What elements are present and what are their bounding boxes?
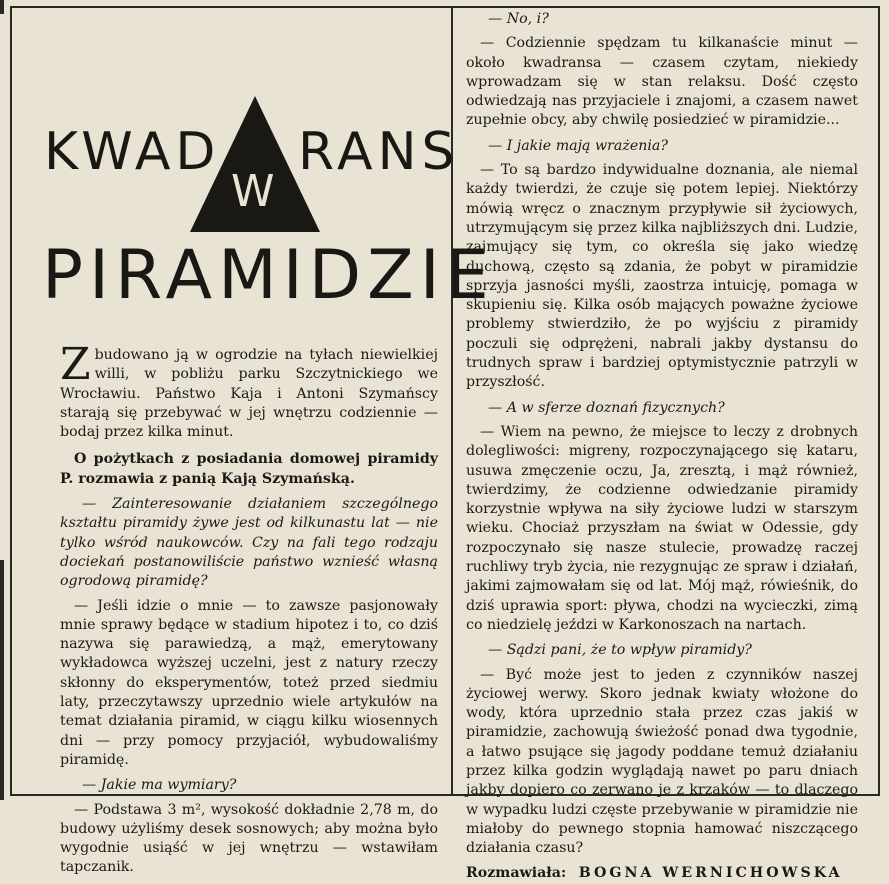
question-5: — A w sferze doznań fizycznych? [488, 399, 725, 416]
intro-paragraph: O pożytkach z posiadania domowej piramidy P. rozmawia z panią Kają Szymańską. [60, 451, 438, 487]
answer-2: — Podstawa 3 m², wysokość dokładnie 2,78 m, do budowy użyliśmy desek sosnowych; aby można było wygodnie usiąść w jej wnętrzu — wstawiłam tapczanik. [60, 801, 438, 876]
answer-6: — Być może jest to jeden z czynników naszej życiowej werwy. Skoro jednak kwiaty włożone do wody, która uprzednio stała przez czas jakiś w piramidzie, zachowują świeżość ponad dwa tygodnie, a łatwo psujące się jagody poddane temuż działaniu przez kilka godzin wyglądają nawet po paru dniach jakby dopiero co zerwano je z krzaków — to dlaczego w wypadku ludzi częste przebywanie w piramidzie nie miałoby do pewnego stopnia hamować niszczącego działania czasu? [466, 666, 858, 857]
left-column [60, 339, 438, 878]
question-2: — Jakie ma wymiary? [82, 777, 237, 794]
right-column [466, 10, 858, 884]
signature-name: BOGNA WERNICHOWSKA [578, 865, 843, 882]
title-part-piramidzie: PIRAMIDZIE [42, 236, 495, 315]
answer-4: — To są bardzo indywidualne doznania, ale niemal każdy twierdzi, że czuje się potem lepiej. Niektórzy mówią wręcz o znacznym przypływie sił życiowych, utrzymującym się przez kilka najbliższych dni. Ludzie, zajmujący się tym, co określa się jako wiedzę duchową, często są zdania, że pobyt w piramidzie sprzyja jasności myśli, zaostrza intuicję, pomaga w skupieniu się. Kilka osób mających poważne życiowe problemy stwierdziło, że po wyjściu z piramidy poczuli się odprężeni, nabrali jakby dystansu do trudnych spraw i bardziej optymistycznie patrzyli w przyszłość. [466, 162, 858, 391]
question-6: — Sądzi pani, że to wpływ piramidy? [488, 642, 752, 659]
title-triangle-letter: W [231, 166, 275, 217]
title-part-kwad: KWAD [44, 122, 221, 182]
title-part-rans: RANS [298, 122, 460, 182]
edge-mark-top [0, 0, 4, 14]
edge-mark-bottom [0, 560, 4, 800]
signature-label: Rozmawiała: [466, 865, 567, 882]
signature [466, 864, 858, 883]
answer-5: — Wiem na pewno, że miejsce to leczy z drobnych dolegliwości: migreny, rozpoczynającego się kataru, usuwa zmęczenie oczu, Ja, zresztą, i mąż również, twierdzimy, że codzienne odwiedzanie piramidy korzystnie wpływa na siły życiowe ludzi w starszym wieku. Chociaż przyszłam na świat w Odessie, gdy rozpoczynało się nasze stulecie, prowadzę raczej ruchliwy tryb życia, nie rezygnując ze spraw i działań, jakimi zajmowałam się od lat. Mój mąż, rówieśnik, do dziś uprawia sport: pływa, chodzi na wycieczki, zimą co niedzielę jeździ w Karkonoszach na nartach. [466, 423, 858, 633]
question-4: — I jakie mają wrażenia? [488, 137, 668, 154]
question-3: — No, i? [488, 11, 549, 27]
question-1: — Zainteresowanie działaniem szczególnego kształtu piramidy żywe jest od kilkunastu lat — nie tylko wśród naukowców. Czy na fali tego rodzaju dociekań postanowiliście państwo wznieść własną ogrodową piramidę? [60, 496, 438, 590]
answer-3: — Codziennie spędzam tu kilkanaście minut — około kwadransa — czasem czytam, niekiedy wprowadzam się w stan relaksu. Dość często odwiedzają nas przyjaciele i znajomi, a czasem nawet zupełnie obcy, aby chwilę posiedzieć w piramidzie... [466, 35, 858, 129]
lead-paragraph: Zbudowano ją w ogrodzie na tyłach niewielkiej willi, w pobliżu parku Szczytnickiego we Wrocławiu. Państwo Kaja i Antoni Szymańscy starają się przebywać w jej wnętrzu codziennie — bodaj przez kilka minut. [60, 339, 438, 441]
answer-1: — Jeśli idzie o mnie — to zawsze pasjonowały mnie sprawy będące w stadium hipotez i to, co dziś nazywa się parawiedzą, a mąż, emerytowany wykładowca wyższej uczelni, jest z natury rzeczy skłonny do eksperymentów, toteż przed siedmiu laty, przeczytawszy uprzednio wiele artykułów na temat działania piramid, w ciągu kilku wiosennych dni — przy pomocy przyjaciół, wybudowaliśmy piramidę. [60, 597, 438, 768]
